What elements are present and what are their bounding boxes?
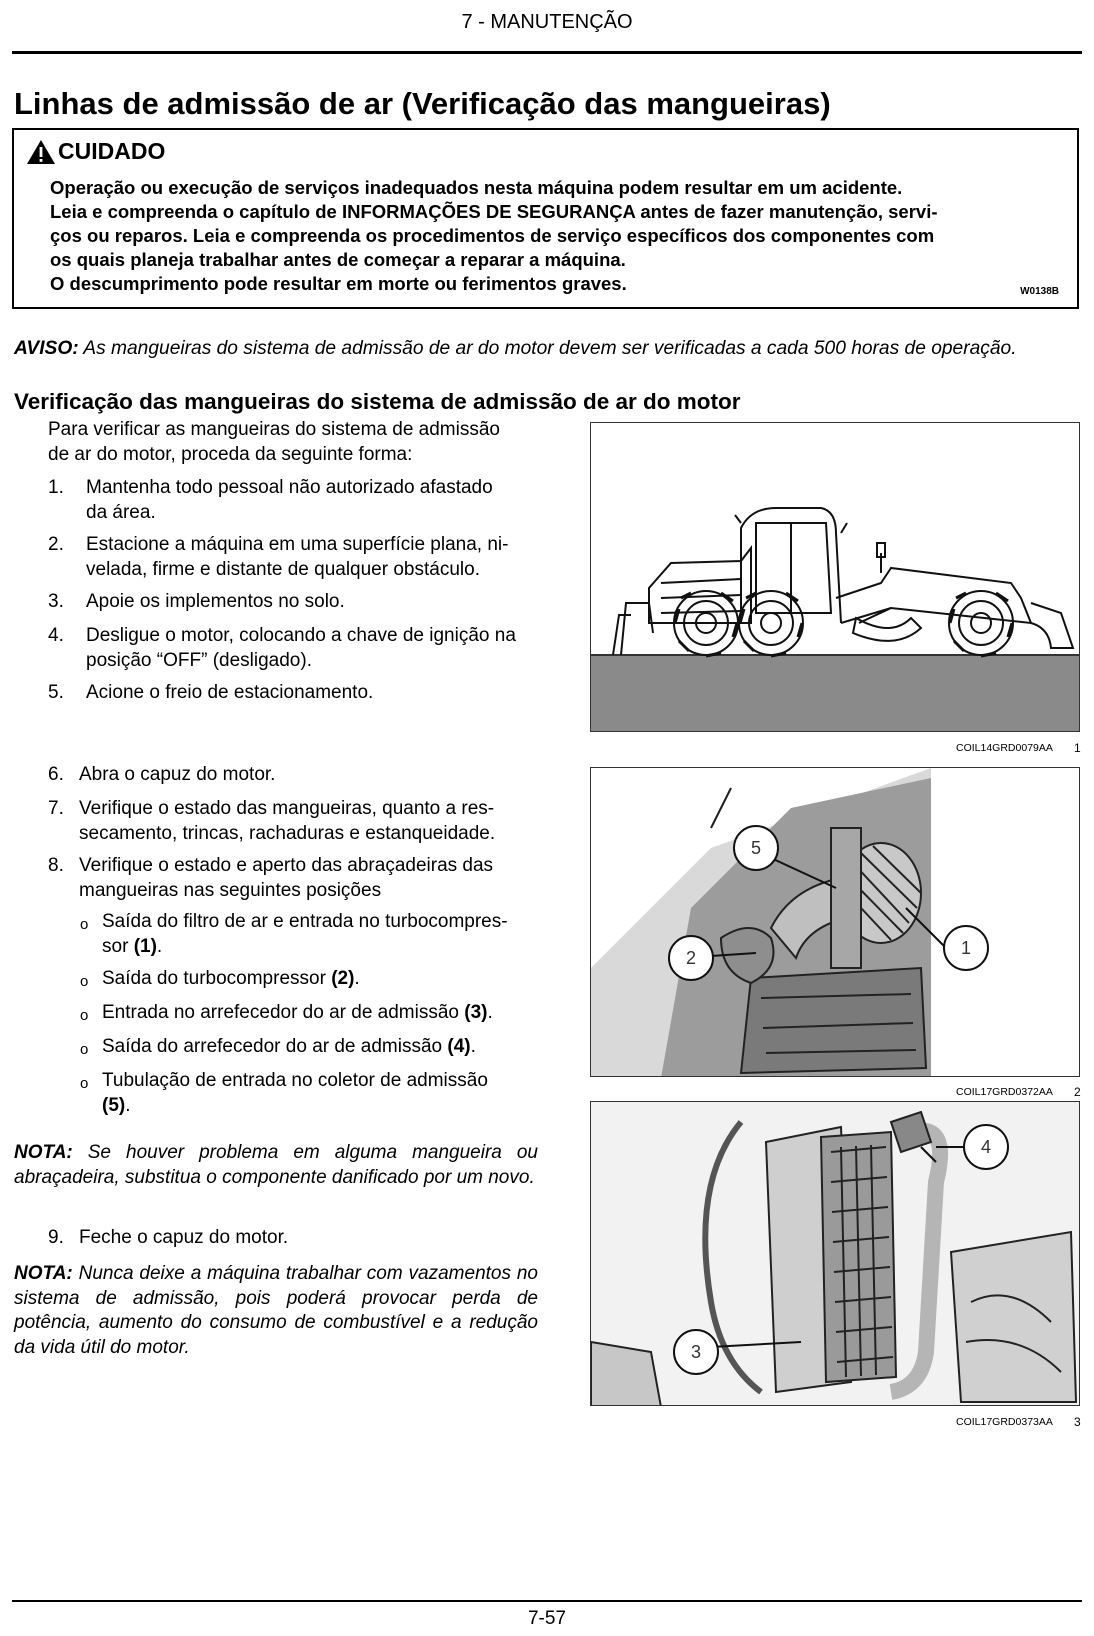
sub-line: Saída do turbocompressor [102,968,332,989]
step-line: Mantenha todo pessoal não autorizado afastado [86,477,493,498]
sub-end: . [125,1094,131,1116]
circle-bullet-icon: o [80,1075,89,1092]
caution-heading-text: CUIDADO [58,138,166,164]
figure-1-code: COIL14GRD0079AA [956,742,1053,754]
aviso-text: As mangueiras do sistema de admissão de ar do motor devem ser verificadas a cada 500 horas de operação. [78,338,1017,359]
aviso-label: AVISO: [14,338,79,359]
sub-ref: (3) [464,1002,488,1023]
step-5 [48,681,538,706]
step-line: Verifique o estado e aperto das abraçadeiras das [79,855,494,876]
step-line: Verifique o estado das mangueiras, quanto a res- [79,798,495,819]
caution-line: ços ou reparos. Leia e compreenda os procedimentos de serviço específicos dos componentes com [50,225,935,246]
footer-rule [12,1600,1082,1602]
step-number: 6. [48,764,64,785]
step-line: Acione o freio de estacionamento. [86,682,374,703]
page-number: 7-57 [527,1608,567,1629]
caution-line: Leia e compreenda o capítulo de INFORMAÇÕES DE SEGURANÇA antes de fazer manutenção, servi- [50,201,938,222]
sub-item-1 [80,910,538,959]
step-8 [48,854,538,903]
caution-box [12,128,1079,309]
step-9 [48,1226,538,1251]
figure-3-intercooler-hoses [590,1101,1080,1406]
sub-line: Saída do filtro de ar e entrada no turbocompres- [102,911,508,932]
step-number: 8. [48,855,64,876]
step-3 [48,590,538,615]
callout-4: 4 [980,1137,992,1157]
sub-ref: (2) [331,968,355,989]
step-6 [48,763,538,788]
step-number: 4. [48,625,64,646]
sub-ref: (4) [447,1036,471,1057]
sub-item-2 [80,967,538,992]
circle-bullet-icon: o [80,1041,89,1058]
engine-hoses-photo-icon [591,768,1080,1077]
circle-bullet-icon: o [80,1007,89,1024]
step-number: 5. [48,682,64,703]
step-line: velada, firme e distante de qualquer obstáculo. [86,558,480,580]
figure-1-number: 1 [1074,741,1081,755]
nota-1 [14,1141,538,1190]
sub-ref: (1) [133,935,157,957]
intro-line: de ar do motor, proceda da seguinte forma: [48,443,413,465]
figure-2-engine-hoses [590,767,1080,1077]
sub-item-3 [80,1001,538,1026]
aviso-note [14,338,1084,360]
caution-line: os quais planeja trabalhar antes de começar a reparar a máquina. [50,249,626,270]
caution-text [50,176,1065,296]
nota-text: Nunca deixe a máquina trabalhar com vazamentos no sistema de admissão, pois poderá provocar perda de potência, aumento do consumo de combustível e a redução da vida útil do motor. [14,1263,538,1358]
step-line: Abra o capuz do motor. [79,764,276,785]
warning-triangle-icon [26,139,56,165]
step-number: 1. [48,477,64,498]
step-1 [48,476,538,525]
section-title: Verificação das mangueiras do sistema de admissão de ar do motor [14,389,741,414]
step-4 [48,624,538,673]
sub-item-5 [80,1069,538,1118]
caution-line: O descumprimento pode resultar em morte ou ferimentos graves. [50,273,627,294]
step-line: posição “OFF” (desligado). [86,649,312,671]
step-line: Desligue o motor, colocando a chave de ignição na [86,625,516,646]
step-2 [48,533,538,582]
step-7 [48,797,538,846]
header-rule [12,51,1082,54]
sub-end: . [156,935,163,957]
callout-3: 3 [690,1342,702,1362]
sub-line: Tubulação de entrada no coletor de admissão [102,1070,488,1091]
sub-line: sor [102,935,134,957]
step-number: 9. [48,1227,64,1248]
circle-bullet-icon: o [80,973,89,990]
sub-line: Entrada no arrefecedor do ar de admissão [102,1002,465,1023]
sub-ref: (5) [102,1094,126,1116]
caution-heading [26,138,165,165]
nota-label: NOTA: [14,1263,73,1284]
step-line: mangueiras nas seguintes posições [79,879,382,901]
intercooler-hoses-photo-icon [591,1102,1080,1406]
page-title: Linhas de admissão de ar (Verificação das mangueiras) [14,86,831,121]
step-line: Feche o capuz do motor. [79,1227,289,1248]
sub-item-4 [80,1035,538,1060]
intro-line: Para verificar as mangueiras do sistema de admissão [48,419,500,440]
sub-end: . [470,1036,476,1057]
figure-3-code: COIL17GRD0373AA [956,1416,1053,1428]
intro-paragraph [48,418,538,467]
step-line: secamento, trincas, rachaduras e estanqueidade. [79,822,496,844]
figure-1-motor-grader [590,422,1080,732]
nota-label: NOTA: [14,1142,73,1163]
motor-grader-illustration-icon [591,423,1080,732]
step-number: 3. [48,591,64,612]
step-line: Estacione a máquina em uma superfície plana, ni- [86,534,509,555]
callout-1: 1 [960,938,972,958]
caution-code: W0138B [1020,286,1059,297]
caution-line: Operação ou execução de serviços inadequados nesta máquina podem resultar em um acidente. [50,177,903,198]
step-line: da área. [86,501,156,523]
sub-line: Saída do arrefecedor do ar de admissão [102,1036,448,1057]
figure-2-number: 2 [1074,1085,1081,1099]
step-number: 7. [48,798,64,819]
step-number: 2. [48,534,64,555]
callout-5: 5 [750,838,762,858]
section-header: 7 - MANUTENÇÃO [461,11,633,33]
circle-bullet-icon: o [80,916,89,933]
nota-text: Se houver problema em alguma mangueira ou abraçadeira, substitua o componente danificado por um novo. [14,1142,538,1188]
callout-2: 2 [685,948,697,968]
figure-3-number: 3 [1074,1415,1081,1429]
step-line: Apoie os implementos no solo. [86,591,345,612]
sub-end: . [354,968,360,989]
figure-2-code: COIL17GRD0372AA [956,1086,1053,1098]
sub-end: . [487,1002,493,1023]
nota-2 [14,1262,538,1360]
